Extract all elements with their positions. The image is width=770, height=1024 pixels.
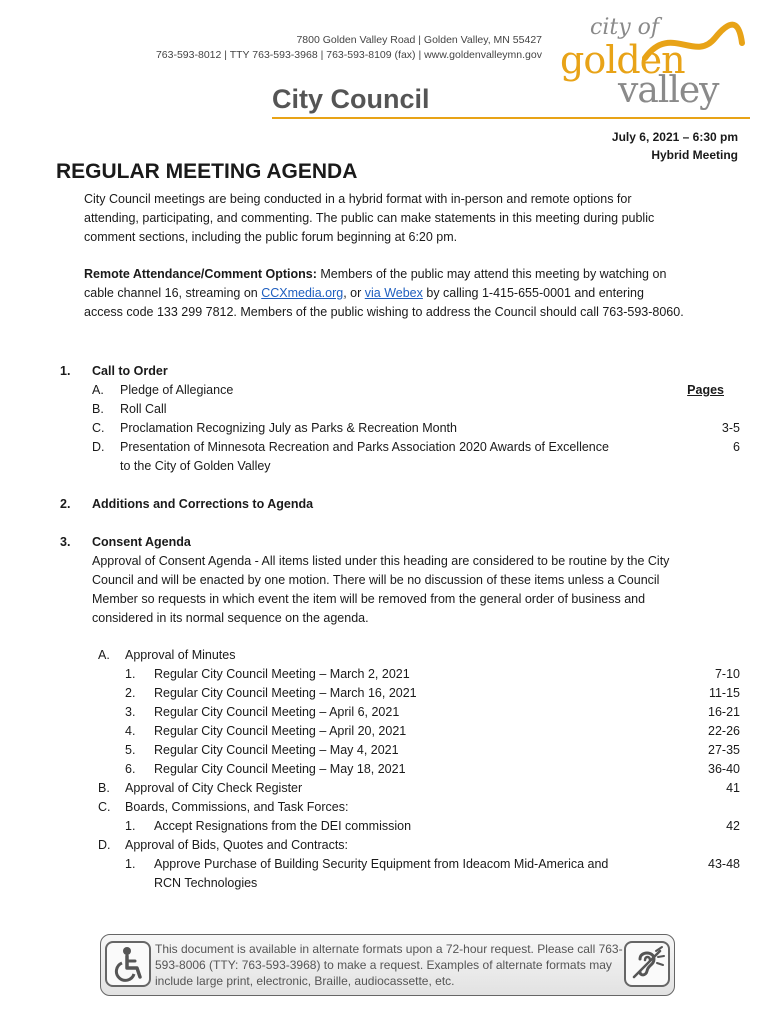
address-line-1: 7800 Golden Valley Road | Golden Valley, MN 55427 [296, 34, 542, 46]
minutes-5-pages: 27-35 [708, 743, 740, 757]
item-3b-text: Approval of City Check Register [125, 781, 303, 795]
meeting-info [612, 128, 738, 164]
webex-link[interactable]: via Webex [364, 286, 423, 300]
remote-text-after: by calling 1-415-655-0001 and entering access code 133 299 7812. Members of the public wishing to address the Council should call 763-593-8060. [84, 286, 684, 319]
meeting-date-time: July 6, 2021 – 6:30 pm [611, 130, 738, 144]
minutes-3-text: Regular City Council Meeting – April 6, 2021 [154, 705, 400, 719]
ccxmedia-link[interactable]: CCXmedia.org [261, 286, 344, 300]
item-1a-letter: A. [92, 383, 104, 397]
item-3b-letter: B. [98, 781, 110, 795]
logo-valley: valley [618, 70, 719, 111]
minutes-6-number: 6. [125, 762, 136, 776]
hearing-assistance-icon [624, 941, 670, 987]
header-divider [272, 117, 750, 119]
minutes-6-text: Regular City Council Meeting – May 18, 2021 [154, 762, 406, 776]
minutes-1-text: Regular City Council Meeting – March 2, 2021 [154, 667, 410, 681]
item-3b-pages: 41 [726, 781, 740, 795]
meeting-type: Hybrid Meeting [651, 148, 738, 162]
item-1d-text: Presentation of Minnesota Recreation and Parks Association 2020 Awards of Excellence [120, 440, 609, 454]
pages-column-heading: Pages [687, 383, 724, 397]
item-3d1-text: Approve Purchase of Building Security Equipment from Ideacom Mid-America and [154, 857, 609, 871]
minutes-4-text: Regular City Council Meeting – April 20, 2021 [154, 724, 407, 738]
section-3-number: 3. [60, 535, 71, 549]
section-2-number: 2. [60, 497, 71, 511]
item-3d1-number: 1. [125, 857, 136, 871]
minutes-4-number: 4. [125, 724, 136, 738]
minutes-4-pages: 22-26 [708, 724, 740, 738]
item-3d1-text-cont: RCN Technologies [154, 876, 258, 890]
item-3a-text: Approval of Minutes [125, 648, 236, 662]
minutes-2-number: 2. [125, 686, 136, 700]
item-1d-text-cont: to the City of Golden Valley [120, 459, 271, 473]
section-2-title: Additions and Corrections to Agenda [92, 497, 314, 511]
item-3d-letter: D. [98, 838, 111, 852]
logo-golden: golden [560, 38, 685, 82]
item-3a-letter: A. [98, 648, 110, 662]
address-line-2: 763-593-8012 | TTY 763-593-3968 | 763-593-8109 (fax) | www.goldenvalleymn.gov [155, 49, 542, 61]
minutes-5-number: 5. [125, 743, 136, 757]
item-1c-pages: 3-5 [721, 421, 740, 435]
minutes-1-pages: 7-10 [714, 667, 740, 681]
minutes-1-number: 1. [125, 667, 136, 681]
minutes-3-pages: 16-21 [708, 705, 740, 719]
item-3d1-pages: 43-48 [708, 857, 740, 871]
consent-agenda-description: Approval of Consent Agenda - All items listed under this heading are considered to be routine by the City Council and will be enacted by one motion. There will be no discussion of these items unless a Council Member so requests in which event the item will be removed from the general order of business and considered in its normal sequence on the agenda. [92, 554, 670, 625]
remote-options-label: Remote Attendance/Comment Options: [84, 267, 317, 281]
remote-text-before: Members of the public may attend this meeting by watching on cable channel 16, streaming on [84, 267, 667, 300]
item-3c1-text: Accept Resignations from the DEI commission [154, 819, 412, 833]
item-1b-letter: B. [92, 402, 104, 416]
item-3d-text: Approval of Bids, Quotes and Contracts: [125, 838, 349, 852]
item-3c-text: Boards, Commissions, and Task Forces: [125, 800, 349, 814]
minutes-2-text: Regular City Council Meeting – March 16, 2021 [154, 686, 417, 700]
remote-options-paragraph [84, 265, 684, 322]
intro-paragraph: City Council meetings are being conducted in a hybrid format with in-person and remote options for attending, participating, and commenting. The public can make statements in this meeting during public comment sections, including the public forum beginning at 6:20 pm. [84, 192, 655, 244]
item-3c-letter: C. [98, 800, 111, 814]
item-1a-text: Pledge of Allegiance [120, 383, 234, 397]
department-title: City Council [272, 84, 430, 114]
minutes-3-number: 3. [125, 705, 136, 719]
item-3c1-number: 1. [125, 819, 136, 833]
item-1c-letter: C. [92, 421, 105, 435]
address-block [156, 33, 542, 63]
item-1d-letter: D. [92, 440, 105, 454]
item-1c-text: Proclamation Recognizing July as Parks & Recreation Month [120, 421, 457, 435]
item-1d-pages: 6 [733, 440, 740, 454]
section-1-number: 1. [60, 364, 71, 378]
accessibility-notice-text: This document is available in alternate formats upon a 72-hour request. Please call 763-593-8006 (TTY: 763-593-3968) to make a request. Examples of alternate formats may include large print, electronic, Braille, audiocassette, etc. [155, 942, 623, 988]
item-1b-text: Roll Call [120, 402, 167, 416]
item-3c1-pages: 42 [726, 819, 740, 833]
section-3-title: Consent Agenda [92, 535, 191, 549]
letterhead [0, 0, 770, 125]
accessibility-notice [100, 934, 675, 996]
minutes-2-pages: 11-15 [708, 686, 740, 700]
section-1-title: Call to Order [92, 364, 168, 378]
agenda-title: REGULAR MEETING AGENDA [56, 160, 358, 183]
wheelchair-accessibility-icon [105, 941, 151, 987]
remote-text-mid: , or [343, 286, 362, 300]
minutes-5-text: Regular City Council Meeting – May 4, 2021 [154, 743, 399, 757]
minutes-6-pages: 36-40 [708, 762, 740, 776]
logo-city-of: city of [590, 15, 660, 40]
